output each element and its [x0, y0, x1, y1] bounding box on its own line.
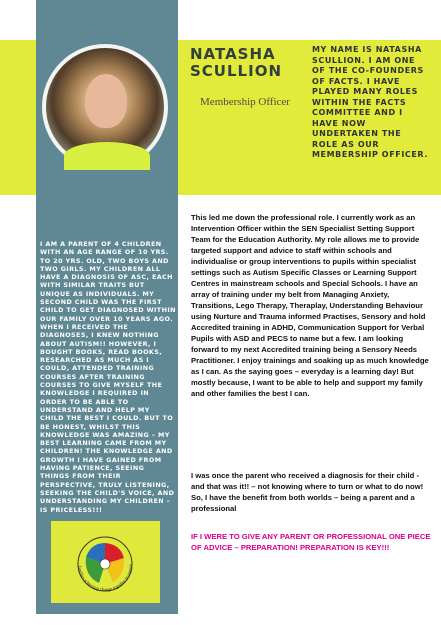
- parent-story-text: I AM A PARENT OF 4 CHILDREN WITH AN AGE RANGE OF 10 YRS. TO 20 YRS. OLD, TWO BOYS AND TWO GIRLS. MY CHILDREN ALL HAVE A DIAGNOSIS OF ASC, EACH WITH SIMILAR TRAITS BUT UNIQUE AS INDIVIDUALS. MY SECOND CHILD WAS THE FIRST CHILD TO GET DIAGNOSED WITHIN OUR FAMILY OVER 10 YEARS AGO. WHEN I RECEIVED THE DIAGNOSES, I KNEW NOTHING ABOUT AUTISM!! HOWEVER, I BOUGHT BOOKS, READ BOOKS, RESEARCHED AS MUCH AS I COULD, ATTENDED TRAINING COURSES AFTER TRAINING COURSES TO GIVE MYSELF THE KNOWLEDGE I REQUIRED IN ORDER TO BE ABLE TO UNDERSTAND AND HELP MY CHILD THE BEST I COULD. BUT TO BE HONEST, WHILST THIS KNOWLEDGE WAS AMAZING – MY BEST LEARNING CAME FROM MY CHILDREN! THE KNOWLEDGE AND GROWTH I HAVE GAINED FROM HAVING PATIENCE, SEEING THINGS FROM THEIR PERSPECTIVE, TRULY LISTENING, SEEKING THE CHILD'S VOICE, AND UNDERSTANDING MY CHILDREN – IS PRICELESS!!!: [40, 240, 176, 514]
- professional-paragraph: This led me down the professional role. I currently work as an Intervention Officer within the SEN Specialist Setting Support Team for the Education Authority. My role allows me to provide targeted support and advice to staff within schools and individualise or group interventions to pupils within specialist settings such as Autism Specific Classes or Learning Support Centres in mainstream schools and Special Schools. I have an array of training under my belt from Managing Anxiety, Transitions, Lego Therapy, Theraplay, Understanding Behaviour using Nurture and Trauma informed Practises, Sensory and hold Accredited training in ADHD, Communication Support for Verbal Pupils with ASD and PECS to name but a few. I am looking forward to my next Accredited training being a Sensory Needs Practitioner. I enjoy trainings and soaking up as much knowledge as I can. As the saying goes – everyday is a learning day! But mostly because, I want to be able to help and support my family and other families the best I can.: [191, 213, 429, 398]
- facts-logo: [51, 521, 160, 603]
- facts-logo-icon: [51, 521, 160, 603]
- logo-center: [100, 559, 110, 569]
- diagnosis-paragraph: I was once the parent who received a diagnosis for their child -and that was it!! – not knowing where to turn or what to do now! So, I have the benefit from both worlds – being a parent and a professional: [191, 471, 424, 513]
- person-role: Membership Officer: [200, 96, 290, 108]
- logo-text: families achieving change together in suppor: [77, 563, 134, 593]
- advice-text: IF I WERE TO GIVE ANY PARENT OR PROFESSIONAL ONE PIECE OF ADVICE – PREPARATION! PREPARATION IS KEY!!!: [191, 532, 431, 552]
- face-shape: [85, 74, 127, 128]
- intro-text: MY NAME IS NATASHA SCULLION. I AM ONE OF THE CO-FOUNDERS OF FACTS. I HAVE PLAYED MANY ROLES WITHIN THE FACTS COMMITTEE AND I HAVE NOW UNDERTAKEN THE ROLE AS OUR MEMBERSHIP OFFICER.: [312, 45, 428, 159]
- person-name: NATASHA SCULLION: [190, 45, 282, 80]
- shirt-shape: [64, 142, 150, 170]
- profile-photo: [42, 44, 168, 170]
